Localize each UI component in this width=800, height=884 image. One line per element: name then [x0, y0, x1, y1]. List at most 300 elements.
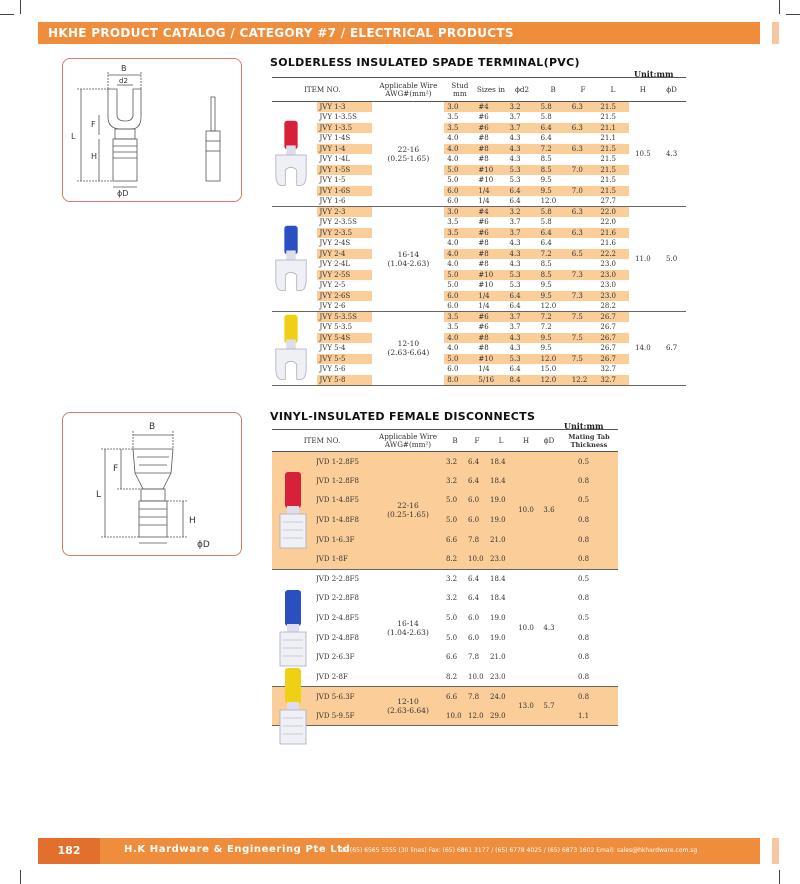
spade-diagram-svg [63, 59, 241, 201]
female-disconnect-icon [276, 666, 310, 746]
item-no: JVY 2-4L [317, 259, 372, 270]
cell-l: 21.5 [597, 154, 628, 165]
cell-tab-thickness: 0.8 [560, 530, 618, 550]
table-row [272, 112, 686, 123]
cell-stud: 3.5 [444, 322, 475, 333]
cell-tab-thickness: 0.5 [560, 569, 618, 589]
cell-d: 5.7 [538, 687, 560, 726]
table-row [272, 238, 686, 249]
cell-f [569, 280, 598, 291]
cell-f: 10.0 [466, 667, 488, 687]
cell-d2: 3.2 [506, 102, 537, 113]
item-no: JVY 1-4S [317, 133, 372, 144]
cell-b: 5.0 [444, 510, 466, 530]
cell-b: 7.2 [538, 312, 569, 323]
item-no: JVD 1-6.3F [316, 530, 372, 550]
col-item-no: ITEM NO. [303, 84, 341, 94]
cell-f [569, 196, 598, 207]
cell-b: 3.2 [444, 569, 466, 589]
cell-size: #8 [475, 238, 506, 249]
cell-f [569, 322, 598, 333]
item-no: JVY 2-3 [317, 207, 372, 218]
female-unit-label: Unit:mm [564, 421, 604, 431]
cell-b: 5.0 [444, 628, 466, 648]
cell-f: 6.3 [569, 102, 598, 113]
table-row [272, 217, 686, 228]
cell-l: 26.7 [597, 322, 628, 333]
cell-size: 1/4 [475, 186, 506, 197]
table-row [272, 667, 618, 687]
cell-f: 6.4 [466, 471, 488, 491]
cell-f [569, 133, 598, 144]
item-no: JVD 2-8F [316, 667, 372, 687]
col-stud: Stud mm [451, 80, 469, 98]
cell-f: 12.2 [569, 375, 598, 386]
cell-d2: 4.3 [506, 144, 537, 155]
cell-f: 6.0 [466, 491, 488, 511]
female-group [272, 687, 618, 726]
cell-size: 1/4 [475, 291, 506, 302]
cell-d2: 4.3 [506, 249, 537, 260]
cell-size: #6 [475, 322, 506, 333]
cell-stud: 4.0 [444, 333, 475, 344]
cell-stud: 4.0 [444, 144, 475, 155]
cell-l: 18.4 [488, 471, 514, 491]
cell-stud: 4.0 [444, 343, 475, 354]
product-image [272, 207, 317, 312]
dim-label-d: ϕD [197, 540, 210, 550]
awg-value: 16-14 [397, 618, 419, 628]
cell-f: 7.5 [569, 354, 598, 365]
cell-b: 12.0 [538, 354, 569, 365]
cell-l: 23.0 [597, 259, 628, 270]
catalog-header-title: HKHE PRODUCT CATALOG / CATEGORY #7 / ELECTRICAL PRODUCTS [48, 26, 514, 40]
table-row [272, 301, 686, 312]
cell-d2: 6.4 [506, 291, 537, 302]
col-tab-thickness: Mating Tab Thickness [568, 432, 610, 449]
dim-label-h: H [91, 152, 98, 161]
cell-stud: 5.0 [444, 280, 475, 291]
item-no: JVD 1-4.8F8 [316, 510, 372, 530]
dim-label-b: B [121, 64, 127, 73]
cell-tab-thickness: 0.8 [560, 471, 618, 491]
cell-f: 6.0 [466, 628, 488, 648]
col-f: F [474, 435, 480, 445]
table-row [272, 322, 686, 333]
item-no: JVD 2-6.3F [316, 647, 372, 667]
cell-b: 6.4 [538, 228, 569, 239]
cell-stud: 5.0 [444, 354, 475, 365]
cell-tab-thickness: 0.8 [560, 647, 618, 667]
cell-d2: 4.3 [506, 133, 537, 144]
item-no: JVY 5-4 [317, 343, 372, 354]
cell-stud: 4.0 [444, 154, 475, 165]
cell-f: 6.0 [466, 510, 488, 530]
cell-f [569, 238, 598, 249]
cell-f: 7.8 [466, 647, 488, 667]
col-h: H [522, 435, 530, 445]
item-no: JVY 1-4L [317, 154, 372, 165]
cell-b: 8.5 [538, 154, 569, 165]
dim-label-b: B [149, 422, 156, 432]
item-no: JVY 5-6 [317, 364, 372, 375]
cell-size: #8 [475, 133, 506, 144]
cell-l: 21.0 [488, 647, 514, 667]
table-row [272, 343, 686, 354]
cell-b: 3.2 [444, 452, 466, 472]
cell-f: 6.0 [466, 608, 488, 628]
table-row [272, 259, 686, 270]
cell-l: 21.5 [597, 102, 628, 113]
cell-l: 24.0 [488, 687, 514, 707]
cell-stud: 5.0 [444, 165, 475, 176]
table-row [272, 154, 686, 165]
cell-l: 18.4 [488, 452, 514, 472]
cell-f: 12.0 [466, 706, 488, 726]
cell-l: 21.5 [597, 186, 628, 197]
spade-section-title: SOLDERLESS INSULATED SPADE TERMINAL(PVC) [270, 56, 580, 69]
product-image [272, 102, 317, 207]
crop-mark [20, 0, 21, 14]
cell-d: 5.0 [657, 207, 686, 312]
item-no: JVY 2-6S [317, 291, 372, 302]
table-row [272, 628, 618, 648]
spade-unit-label: Unit:mm [634, 69, 674, 79]
female-dimension-drawing [62, 412, 242, 556]
cell-b: 15.0 [538, 364, 569, 375]
col-sizes: Sizes in [476, 84, 506, 94]
catalog-header-bar [38, 22, 760, 44]
awg-range [372, 312, 444, 386]
cell-tab-thickness: 0.8 [560, 549, 618, 569]
cell-d: 4.3 [657, 102, 686, 207]
cell-b: 3.2 [444, 471, 466, 491]
cell-b: 9.5 [538, 280, 569, 291]
cell-l: 21.1 [597, 123, 628, 134]
cell-stud: 4.0 [444, 249, 475, 260]
spade-spec-table [272, 77, 686, 386]
cell-d2: 5.3 [506, 270, 537, 281]
cell-l: 26.7 [597, 354, 628, 365]
cell-size: #6 [475, 112, 506, 123]
cell-d: 3.6 [538, 452, 560, 570]
awg-range [372, 207, 444, 312]
cell-f: 7.8 [466, 687, 488, 707]
table-row [272, 530, 618, 550]
cell-l: 21.1 [597, 133, 628, 144]
item-no: JVY 1-3.5 [317, 123, 372, 134]
cell-b: 5.8 [538, 102, 569, 113]
cell-b: 3.2 [444, 589, 466, 609]
cell-size: #4 [475, 102, 506, 113]
cell-f: 6.3 [569, 228, 598, 239]
cell-d2: 6.4 [506, 364, 537, 375]
table-row [272, 144, 686, 155]
cell-l: 21.5 [597, 144, 628, 155]
table-row [272, 175, 686, 186]
cell-size: #8 [475, 259, 506, 270]
table-row [272, 375, 686, 386]
cell-f: 6.4 [466, 569, 488, 589]
cell-l: 32.7 [597, 375, 628, 386]
table-row [272, 510, 618, 530]
cell-b: 8.5 [538, 165, 569, 176]
cell-f: 6.3 [569, 207, 598, 218]
cell-l: 29.0 [488, 706, 514, 726]
table-row [272, 608, 618, 628]
footer-bar [38, 838, 760, 864]
table-row [272, 249, 686, 260]
cell-stud: 6.0 [444, 291, 475, 302]
cell-f: 6.5 [569, 249, 598, 260]
contact-info: Tel: (65) 6565 5555 (30 lines) Fax: (65) 6861 3177 / (65) 6778 4025 / (65) 6873 1602 Email: sales@hkhardware.com.sg [338, 847, 698, 854]
cell-size: #8 [475, 343, 506, 354]
cell-f: 6.4 [466, 452, 488, 472]
cell-b: 8.2 [444, 549, 466, 569]
awg-value: 12-10 [397, 339, 420, 349]
col-b: B [550, 84, 556, 94]
cell-f: 7.3 [569, 291, 598, 302]
table-row [272, 196, 686, 207]
cell-b: 9.5 [538, 291, 569, 302]
cell-l: 19.0 [488, 510, 514, 530]
cell-f: 7.8 [466, 530, 488, 550]
cell-l: 28.2 [597, 301, 628, 312]
item-no: JVY 2-6 [317, 301, 372, 312]
female-diagram-svg [63, 413, 241, 555]
page-number: 182 [38, 838, 100, 864]
item-no: JVY 1-3 [317, 102, 372, 113]
cell-stud: 5.0 [444, 270, 475, 281]
cell-b: 9.5 [538, 333, 569, 344]
awg-range [372, 452, 444, 570]
item-no: JVY 2-4S [317, 238, 372, 249]
cell-stud: 6.0 [444, 196, 475, 207]
col-awg: Applicable Wire AWG#(mm²) [379, 431, 437, 449]
item-no: JVD 5-9.5F [316, 706, 372, 726]
cell-stud: 3.0 [444, 207, 475, 218]
table-row [272, 102, 686, 113]
cell-d2: 5.3 [506, 280, 537, 291]
table-row [272, 471, 618, 491]
col-f: F [580, 84, 586, 94]
cell-l: 23.0 [597, 270, 628, 281]
cell-l: 21.5 [597, 165, 628, 176]
cell-b: 9.5 [538, 343, 569, 354]
cell-l: 19.0 [488, 608, 514, 628]
cell-f [569, 343, 598, 354]
cell-f: 7.3 [569, 270, 598, 281]
item-no: JVY 1-5S [317, 165, 372, 176]
awg-mm-value: (1.04-2.63) [387, 259, 430, 268]
cell-stud: 4.0 [444, 259, 475, 270]
item-no: JVD 1-2.8F8 [316, 471, 372, 491]
awg-value: 22-16 [397, 145, 420, 154]
cell-l: 26.7 [597, 312, 628, 323]
cell-size: #8 [475, 154, 506, 165]
side-tab-strip [772, 838, 779, 864]
cell-l: 27.7 [597, 196, 628, 207]
table-row [272, 549, 618, 569]
item-no: JVY 2-4 [317, 249, 372, 260]
cell-d2: 3.2 [506, 207, 537, 218]
item-no: JVY 2-5S [317, 270, 372, 281]
cell-size: #8 [475, 249, 506, 260]
cell-size: #6 [475, 312, 506, 323]
female-section-title: VINYL-INSULATED FEMALE DISCONNECTS [270, 410, 536, 423]
cell-d2: 6.4 [506, 301, 537, 312]
cell-f: 10.0 [466, 549, 488, 569]
col-h: H [639, 84, 646, 94]
item-no: JVY 1-5 [317, 175, 372, 186]
cell-b: 8.5 [538, 259, 569, 270]
col-awg: Applicable Wire AWG#(mm²) [379, 80, 438, 98]
table-row [272, 333, 686, 344]
cell-b: 8.2 [444, 667, 466, 687]
cell-b: 7.2 [538, 322, 569, 333]
cell-b: 6.6 [444, 687, 466, 707]
dim-label-f: F [91, 120, 96, 129]
item-no: JVD 2-2.8F8 [316, 589, 372, 609]
table-row [272, 291, 686, 302]
cell-b: 10.0 [444, 706, 466, 726]
table-row [272, 165, 686, 176]
table-row [272, 491, 618, 511]
cell-f: 6.4 [466, 589, 488, 609]
cell-h: 14.0 [629, 312, 658, 386]
item-no: JVD 1-4.8F5 [316, 491, 372, 511]
table-row [272, 270, 686, 281]
cell-l: 23.0 [488, 549, 514, 569]
side-tab-strip [772, 22, 779, 44]
cell-size: 5/16 [475, 375, 506, 386]
cell-size: #10 [475, 354, 506, 365]
cell-f: 7.5 [569, 333, 598, 344]
cell-h: 10.0 [514, 569, 538, 687]
cell-size: #8 [475, 333, 506, 344]
cell-size: #4 [475, 207, 506, 218]
cell-stud: 6.0 [444, 301, 475, 312]
cell-d2: 4.3 [506, 238, 537, 249]
cell-tab-thickness: 0.8 [560, 667, 618, 687]
cell-l: 26.7 [597, 333, 628, 344]
awg-mm-value: (0.25-1.65) [387, 154, 430, 163]
cell-f: 7.0 [569, 165, 598, 176]
awg-mm-value: (0.25-1.65) [387, 510, 429, 520]
cell-size: 1/4 [475, 364, 506, 375]
crop-mark [20, 870, 21, 884]
awg-range [372, 102, 444, 207]
crop-mark [786, 14, 800, 15]
cell-d2: 3.7 [506, 312, 537, 323]
awg-mm-value: (1.04-2.63) [387, 627, 429, 637]
cell-f: 7.5 [569, 312, 598, 323]
cell-size: #6 [475, 228, 506, 239]
female-group [272, 452, 618, 570]
cell-d2: 4.3 [506, 333, 537, 344]
dim-label-d2: d2 [119, 77, 128, 85]
cell-stud: 4.0 [444, 133, 475, 144]
cell-l: 23.0 [488, 667, 514, 687]
cell-d2: 4.3 [506, 154, 537, 165]
item-no: JVD 1-8F [316, 549, 372, 569]
awg-value: 22-16 [397, 501, 419, 511]
item-no: JVY 1-3.5S [317, 112, 372, 123]
awg-range [372, 687, 444, 726]
cell-d2: 5.3 [506, 175, 537, 186]
col-d2: ϕd2 [515, 84, 530, 94]
cell-f: 6.3 [569, 144, 598, 155]
col-d: ϕD [666, 84, 677, 94]
item-no: JVD 2-4.8F8 [316, 628, 372, 648]
cell-f [569, 364, 598, 375]
cell-h: 10.5 [629, 102, 658, 207]
dim-label-d: ϕD [117, 189, 129, 198]
table-row [272, 687, 618, 707]
awg-mm-value: (2.63-6.64) [387, 706, 429, 716]
cell-b: 9.5 [538, 186, 569, 197]
cell-stud: 5.0 [444, 175, 475, 186]
table-row [272, 123, 686, 134]
item-no: JVY 1-4 [317, 144, 372, 155]
cell-stud: 4.0 [444, 238, 475, 249]
cell-b: 6.6 [444, 647, 466, 667]
dim-label-h: H [189, 516, 196, 526]
cell-d: 4.3 [538, 569, 560, 687]
product-image [272, 312, 317, 386]
cell-size: #8 [475, 144, 506, 155]
item-no: JVY 5-3.5S [317, 312, 372, 323]
table-row [272, 364, 686, 375]
item-no: JVD 2-2.8F5 [316, 569, 372, 589]
crop-mark [779, 0, 780, 14]
cell-stud: 3.5 [444, 217, 475, 228]
cell-f: 6.3 [569, 123, 598, 134]
dim-label-l: L [71, 132, 76, 141]
cell-b: 12.0 [538, 375, 569, 386]
cell-size: #6 [475, 123, 506, 134]
item-no: JVY 2-3.5 [317, 228, 372, 239]
cell-b: 6.4 [538, 238, 569, 249]
cell-d2: 3.7 [506, 322, 537, 333]
table-row [272, 207, 686, 218]
cell-tab-thickness: 1.1 [560, 706, 618, 726]
spade-group [272, 102, 686, 207]
table-row [272, 280, 686, 291]
cell-stud: 3.5 [444, 112, 475, 123]
cell-h: 13.0 [514, 687, 538, 726]
cell-h: 11.0 [629, 207, 658, 312]
spade-group [272, 312, 686, 386]
item-no: JVD 1-2.8F5 [316, 452, 372, 472]
cell-l: 18.4 [488, 589, 514, 609]
item-no: JVY 5-4S [317, 333, 372, 344]
cell-size: #10 [475, 165, 506, 176]
cell-tab-thickness: 0.5 [560, 491, 618, 511]
cell-b: 12.0 [538, 196, 569, 207]
female-group [272, 569, 618, 687]
cell-l: 21.0 [488, 530, 514, 550]
cell-tab-thickness: 0.8 [560, 510, 618, 530]
awg-value: 16-14 [397, 250, 420, 259]
cell-d2: 4.3 [506, 343, 537, 354]
table-row [272, 647, 618, 667]
cell-l: 26.7 [597, 343, 628, 354]
cell-b: 6.6 [444, 530, 466, 550]
item-no: JVY 2-3.5S [317, 217, 372, 228]
spade-terminal-icon [272, 309, 310, 387]
cell-stud: 6.0 [444, 364, 475, 375]
